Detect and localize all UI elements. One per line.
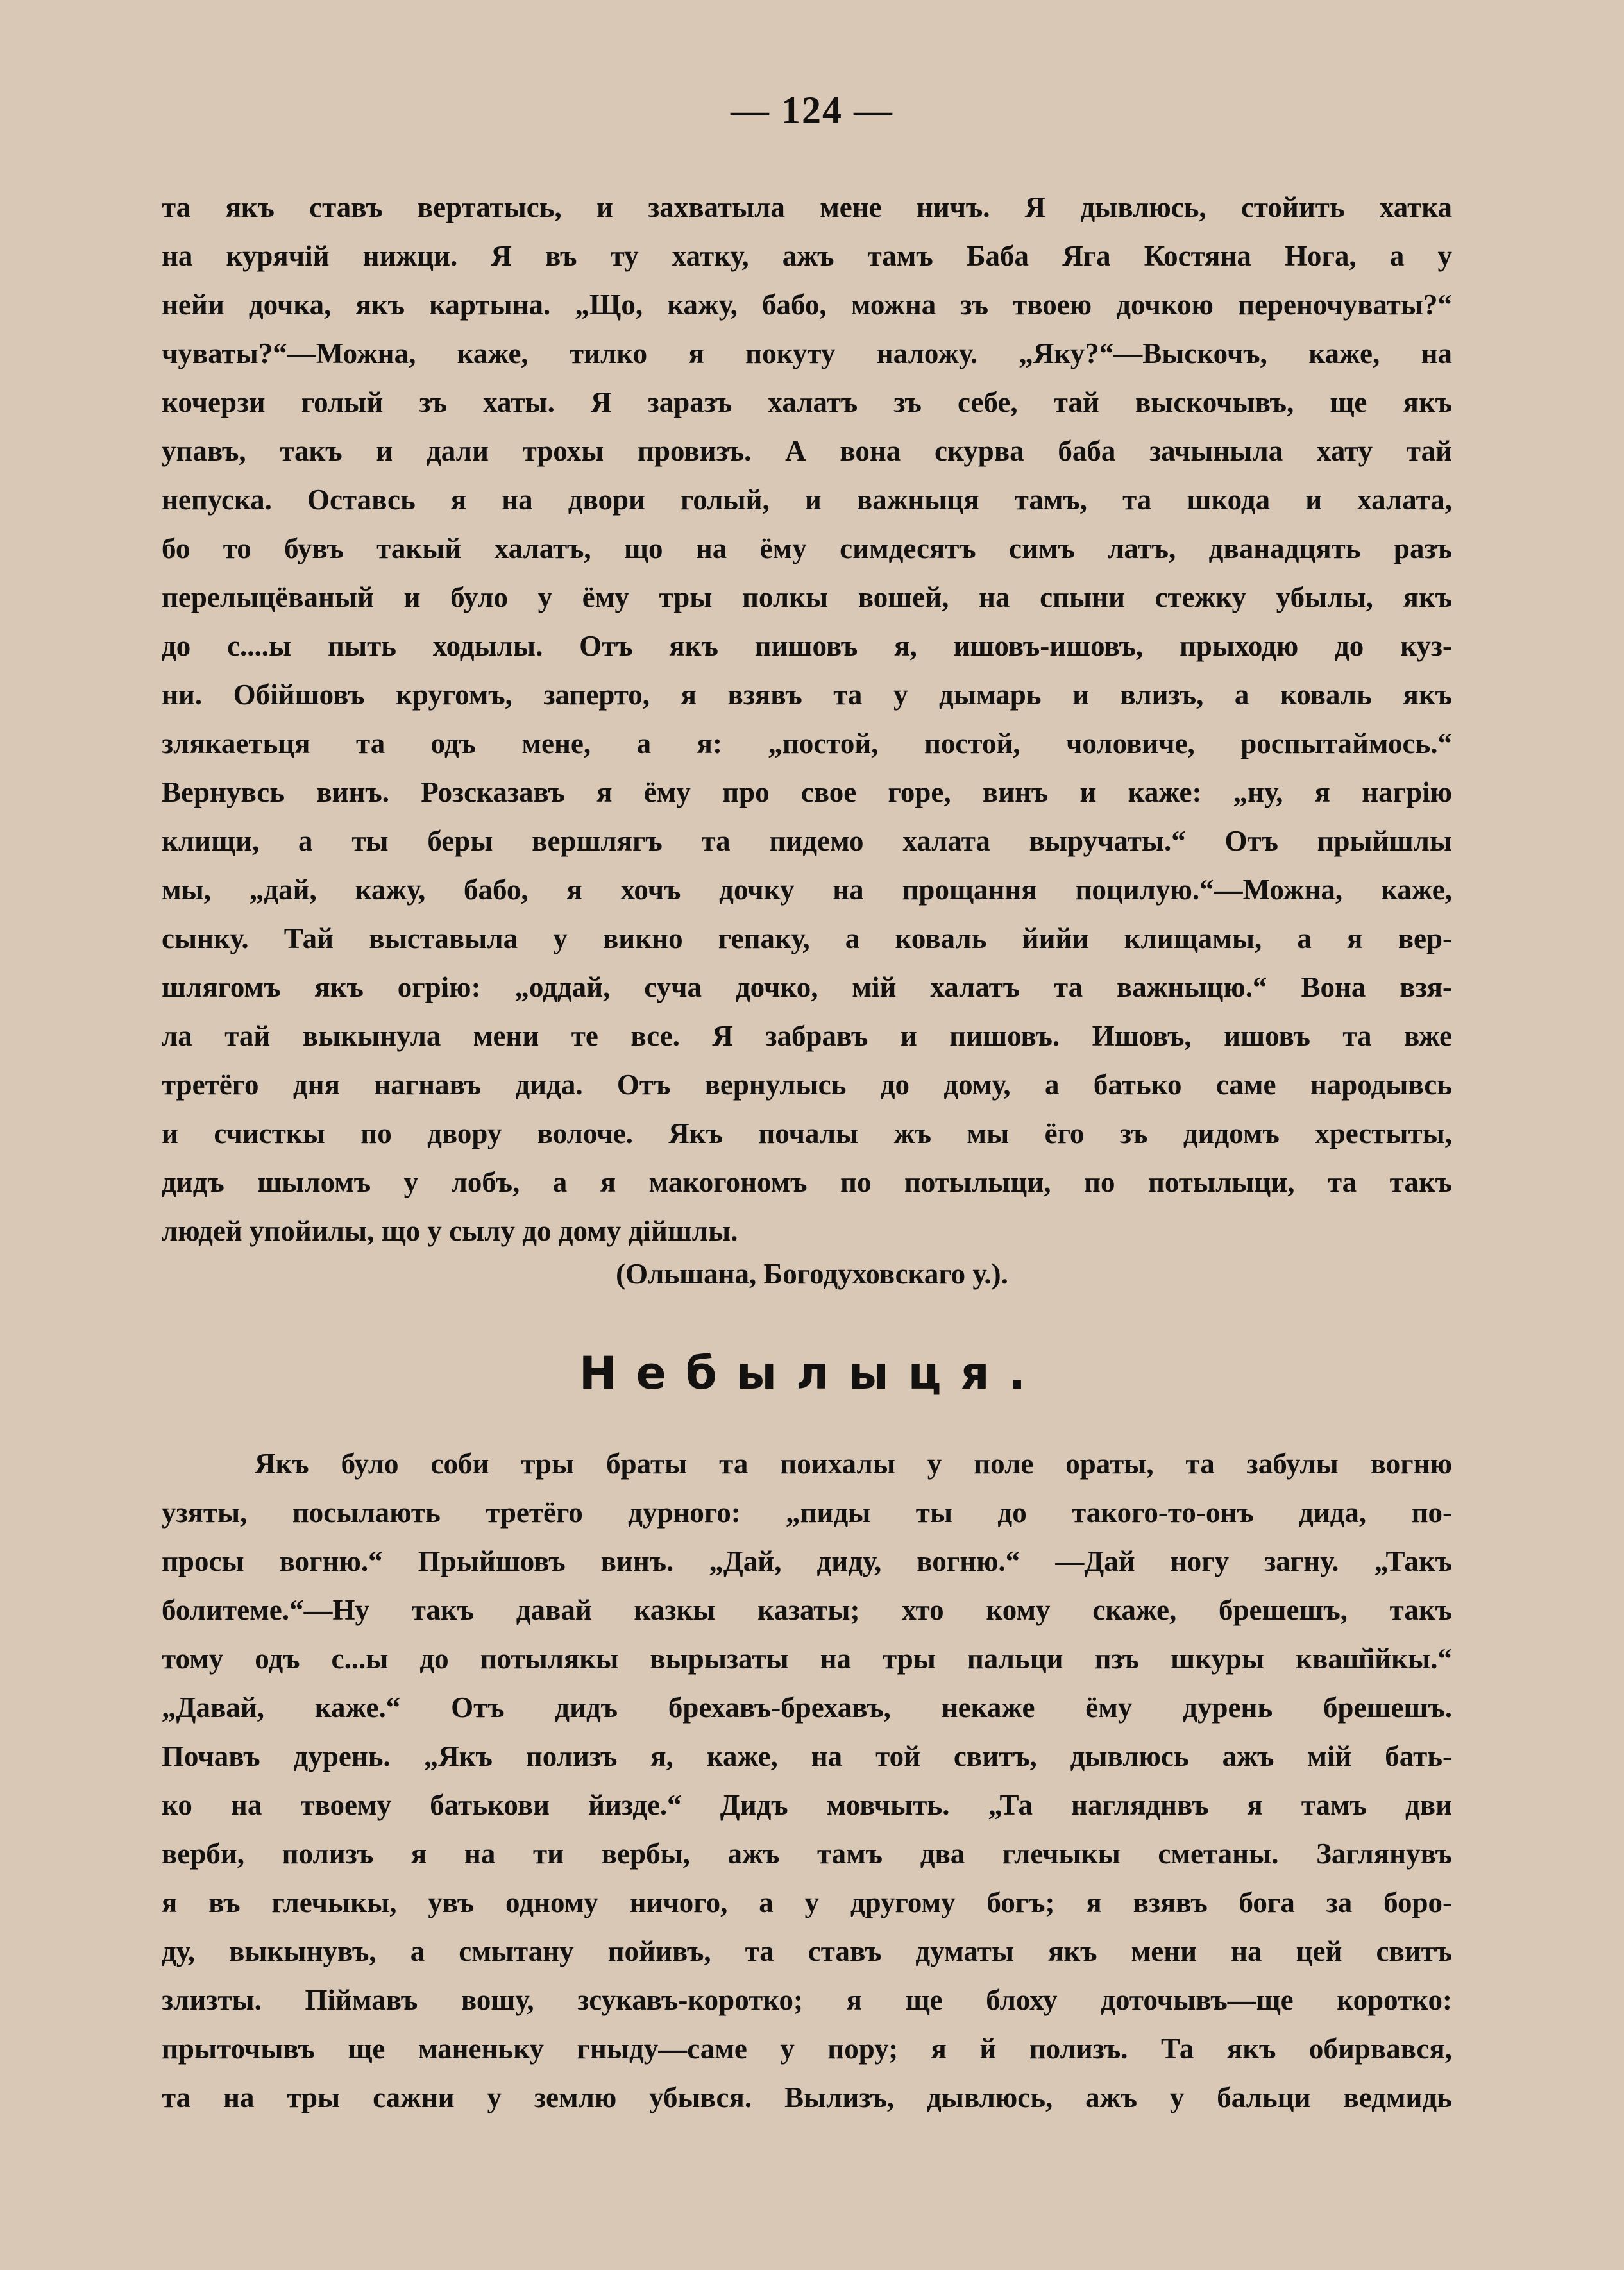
text-line: на курячій нижци. Я въ ту хатку, ажъ тамъ Баба Яга Костяна Нога, а у (162, 240, 1452, 272)
text-line: кочерзи голый зъ хаты. Я заразъ халатъ зъ себе, тай выскочывъ, ще якъ (162, 386, 1452, 418)
text-line: болитеме.“—Ну такъ давай казкы казаты; хто кому скаже, брешешъ, такъ (162, 1594, 1452, 1626)
text-line: непуска. Оставсь я на двори голый, и важныця тамъ, та шкода и халата, (162, 484, 1452, 516)
page-number: — 124 — (731, 89, 893, 131)
text-line: дидъ шыломъ у лобъ, а я макогономъ по потылыци, по потылыци, та такъ (162, 1166, 1452, 1198)
text-line: и счисткы по двору волоче. Якъ почалы жъ мы ёго зъ дидомъ хрестыты, (162, 1117, 1452, 1149)
text-line: мы, „дай, кажу, бабо, я хочъ дочку на прощання поцилую.“—Можна, каже, (162, 874, 1452, 906)
text-line: ла тай выкынула мени те все. Я забравъ и пишовъ. Ишовъ, ишовъ та вже (162, 1020, 1452, 1052)
text-line: ко на твоему батькови йизде.“ Дидъ мовчыть. „Та нагляднвъ я тамъ дви (162, 1789, 1452, 1821)
text-line: злякаетьця та одъ мене, а я: „постой, постой, чоловиче, роспытаймось.“ (162, 727, 1452, 759)
text-line: третёго дня нагнавъ дида. Отъ вернулысь до дому, а батько саме народывсь (162, 1069, 1452, 1101)
text-line: Якъ було соби тры браты та поихалы у поле ораты, та забулы вогню (255, 1448, 1452, 1480)
text-line: просы вогню.“ Прыйшовъ винъ. „Дай, диду, вогню.“ —Дай ногу загну. „Такъ (162, 1545, 1452, 1577)
text-line: людей упойилы, що у сылу до дому дійшлы. (162, 1215, 738, 1247)
text-line: злизты. Піймавъ вошу, зсукавъ-коротко; я ще блоху доточывъ—ще коротко: (162, 1984, 1452, 2016)
text-line: тому одъ с...ы до потылякы вырызаты на тры пальци пзъ шкуры кваш̆ійкы.“ (162, 1643, 1452, 1675)
text-line: нейи дочка, якъ картына. „Що, кажу, бабо, можна зъ твоею дочкою переночуваты?“ (162, 289, 1452, 321)
text-line: до с....ы пыть ходылы. Отъ якъ пишовъ я, ишовъ-ишовъ, прыходю до куз- (162, 630, 1452, 662)
text-line: Почавъ дурень. „Якъ полизъ я, каже, на той свитъ, дывлюсь ажъ мій бать- (162, 1740, 1452, 1772)
text-line: чуваты?“—Можна, каже, тилко я покуту наложу. „Яку?“—Выскочъ, каже, на (162, 337, 1452, 369)
text-line: узяты, посылають третёго дурного: „пиды ты до такого-то-онъ дида, по- (162, 1496, 1452, 1529)
source-attribution: (Ольшана, Богодуховскаго у.). (616, 1258, 1008, 1290)
text-line: я въ глечыкы, увъ одному ничого, а у другому богъ; я взявъ бога за боро- (162, 1886, 1452, 1918)
text-line: та на тры сажни у землю убывся. Вылизъ, дывлюсь, ажъ у бальци ведмидь (162, 2081, 1452, 2113)
text-line: шлягомъ якъ огрію: „оддай, суча дочко, мій халатъ та важныцю.“ Вона взя- (162, 971, 1452, 1003)
text-line: верби, полизъ я на ти вербы, ажъ тамъ два глечыкы сметаны. Заглянувъ (162, 1838, 1452, 1870)
text-line: прыточывъ ще маненьку гныду—саме у пору; я й полизъ. Та якъ обирвався, (162, 2033, 1452, 2065)
text-line: клищи, а ты беры вершлягъ та пидемо халата выручаты.“ Отъ прыйшлы (162, 825, 1452, 857)
text-line: бо то бувъ такый халатъ, що на ёму симдесятъ симъ латъ, дванадцять разъ (162, 532, 1452, 564)
text-line: упавъ, такъ и дали трохы провизъ. А вона скурва баба зачыныла хату тай (162, 435, 1452, 467)
text-line: „Давай, каже.“ Отъ дидъ брехавъ-брехавъ, некаже ёму дурень брешешъ. (162, 1691, 1452, 1724)
text-line: перелыцёваный и було у ёму тры полкы вошей, на спыни стежку убылы, якъ (162, 581, 1452, 613)
text-line: ни. Обійшовъ кругомъ, заперто, я взявъ та у дымарь и влизъ, а коваль якъ (162, 679, 1452, 711)
text-line: та якъ ставъ вертатысь, и захватыла мене ничъ. Я дывлюсь, стойить хатка (162, 191, 1452, 223)
text-line: Вернувсь винъ. Розсказавъ я ёму про свое горе, винъ и каже: „ну, я нагрію (162, 776, 1452, 808)
text-line: сынку. Тай выставыла у викно гепаку, а коваль йийи клищамы, а я вер- (162, 922, 1452, 954)
text-line: ду, выкынувъ, а смытану пойивъ, та ставъ думаты якъ мени на цей свитъ (162, 1935, 1452, 1967)
section-heading: Небылыця. (579, 1347, 1045, 1400)
